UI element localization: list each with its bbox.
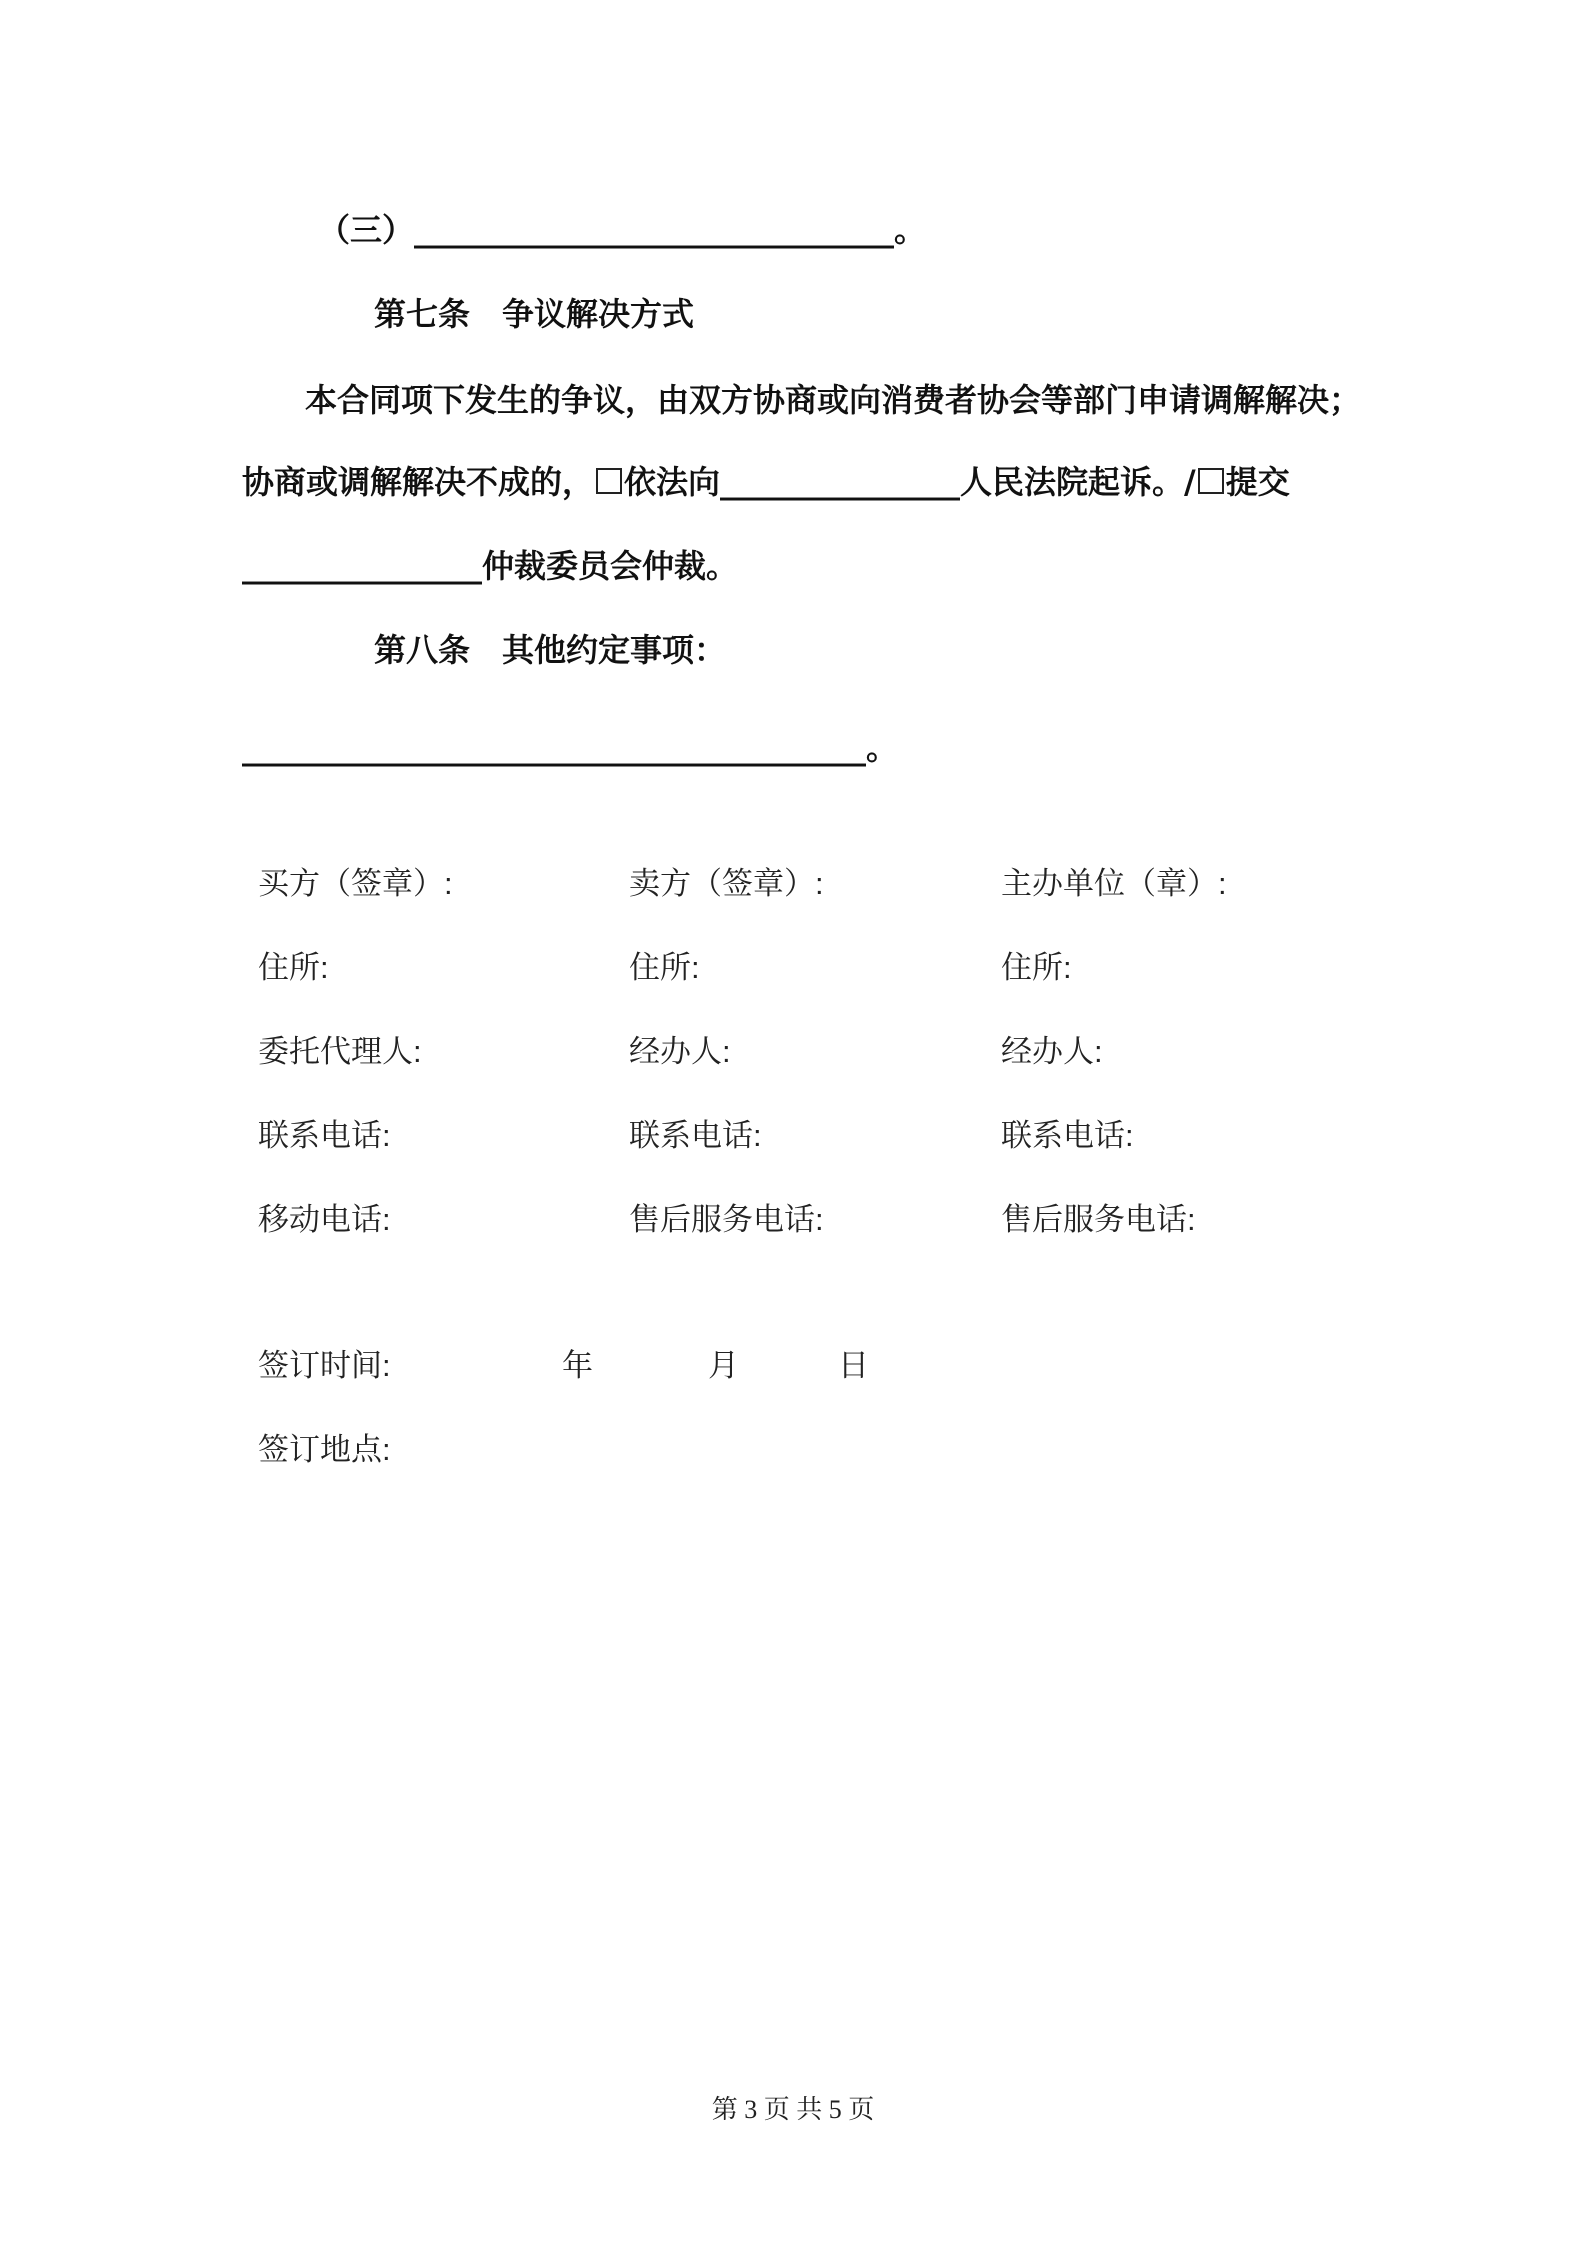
organizer-handler: 经办人: bbox=[1001, 1034, 1103, 1069]
court-name-blank: _______________ bbox=[720, 463, 961, 501]
article-7-line-2-text-2: 依法向 bbox=[624, 463, 721, 501]
organizer-phone: 联系电话: bbox=[1001, 1118, 1134, 1153]
signing-year: 年 bbox=[562, 1348, 593, 1383]
arbitration-commission-blank: _______________ bbox=[242, 547, 482, 585]
page-number-footer: 第 3 页 共 5 页 bbox=[711, 2095, 875, 2124]
article-7-line-1: 本合同项下发生的争议，由双方协商或向消费者协会等部门申请调解解决； bbox=[305, 381, 1362, 419]
buyer-mobile: 移动电话: bbox=[258, 1202, 391, 1237]
article-7-line-3 bbox=[242, 546, 738, 586]
buyer-phone: 联系电话: bbox=[258, 1118, 391, 1153]
item-3-blank: ______________________________ bbox=[414, 211, 895, 249]
checkbox-arbitration-icon[interactable] bbox=[1198, 468, 1224, 494]
article-8-heading: 第八条 其他约定事项： bbox=[374, 631, 727, 669]
article-7-heading: 第七条 争议解决方式 bbox=[374, 295, 695, 333]
item-3-line bbox=[318, 210, 926, 250]
article-7-line-2-text-3: 人民法院起诉。/ bbox=[960, 463, 1196, 501]
item-3-label: （三） bbox=[318, 211, 415, 249]
signing-month: 月 bbox=[708, 1348, 739, 1383]
seller-phone: 联系电话: bbox=[629, 1118, 762, 1153]
checkbox-litigation-icon[interactable] bbox=[596, 468, 622, 494]
article-7-line-2 bbox=[242, 462, 1290, 502]
article-7-line-3-text: 仲裁委员会仲裁。 bbox=[482, 547, 739, 585]
organizer-service-phone: 售后服务电话: bbox=[1001, 1202, 1196, 1237]
seller-signature: 卖方（签章）: bbox=[629, 866, 824, 901]
seller-service-phone: 售后服务电话: bbox=[629, 1202, 824, 1237]
signing-time-label: 签订时间: bbox=[258, 1348, 391, 1383]
article-8-end: 。 bbox=[866, 729, 899, 767]
buyer-agent: 委托代理人: bbox=[258, 1034, 422, 1069]
signing-day: 日 bbox=[838, 1348, 869, 1383]
article-7-line-2-text-4: 提交 bbox=[1225, 463, 1290, 501]
organizer-address: 住所: bbox=[1001, 950, 1072, 985]
other-terms-blank: _______________________________________ bbox=[242, 729, 866, 767]
signing-place-label: 签订地点: bbox=[258, 1432, 391, 1467]
organizer-seal: 主办单位（章）: bbox=[1001, 866, 1227, 901]
seller-address: 住所: bbox=[629, 950, 700, 985]
article-8-line bbox=[242, 728, 898, 768]
buyer-signature: 买方（签章）: bbox=[258, 866, 453, 901]
buyer-address: 住所: bbox=[258, 950, 329, 985]
item-3-end: 。 bbox=[894, 211, 927, 249]
article-7-line-2-text-1: 协商或调解解决不成的， bbox=[242, 463, 595, 501]
seller-handler: 经办人: bbox=[629, 1034, 731, 1069]
